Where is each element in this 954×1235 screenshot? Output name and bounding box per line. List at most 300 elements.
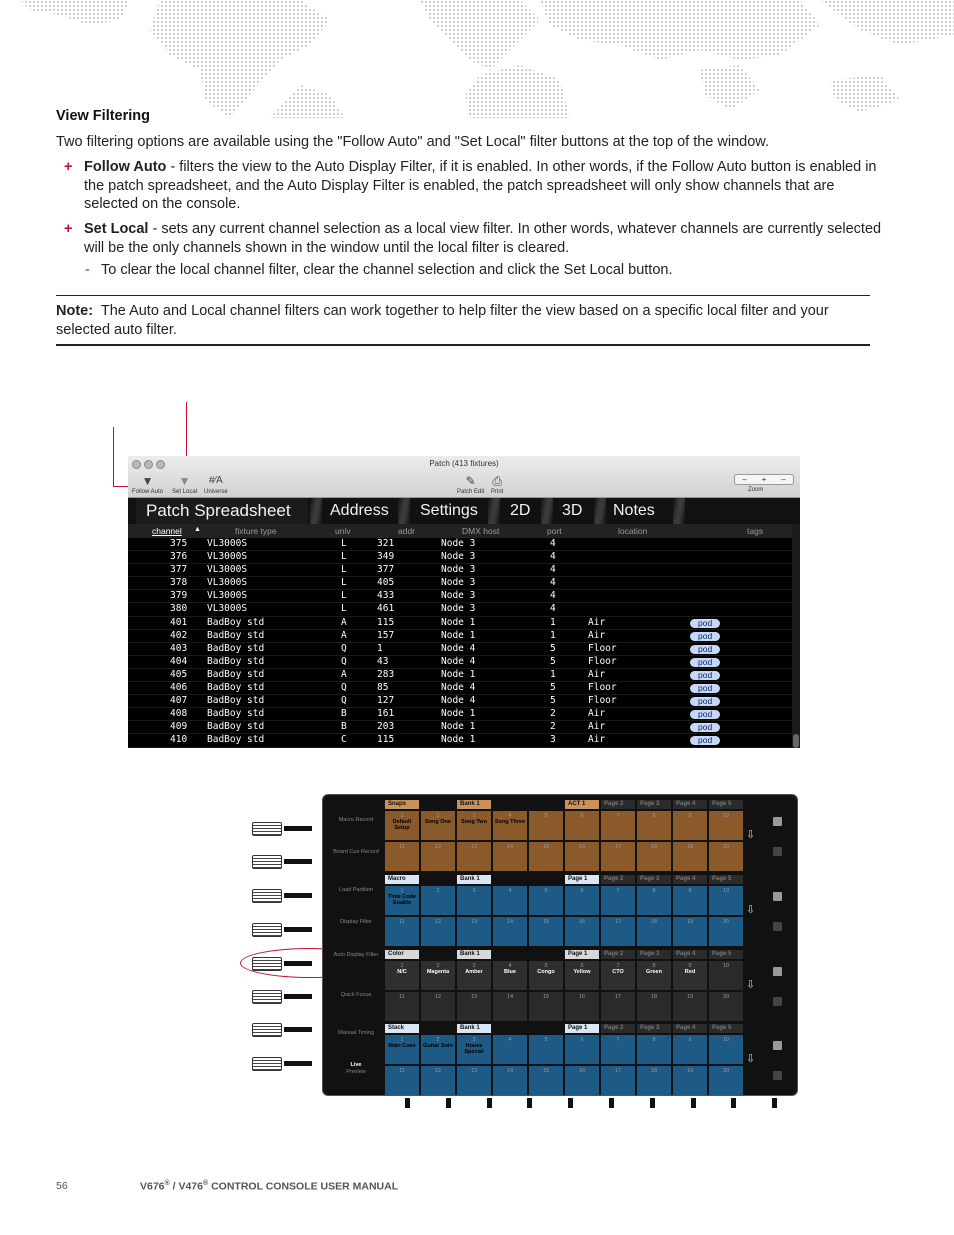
cell-port: 1 (550, 616, 556, 628)
button-number: 4 (508, 888, 512, 894)
playback-button[interactable] (637, 842, 671, 871)
playback-button[interactable] (673, 1066, 707, 1095)
button-number: 20 (722, 919, 730, 925)
playback-button[interactable] (385, 842, 419, 871)
cell-univ: L (341, 603, 347, 615)
button-number: 5 (544, 1037, 548, 1043)
label-live: Live (350, 1062, 362, 1068)
bank-page-header[interactable]: Page 5 (709, 875, 743, 884)
manual-title-rest: CONTROL CONSOLE USER MANUAL (208, 1180, 399, 1193)
subbullet-term: Set Local (563, 262, 625, 278)
button-number: 17 (614, 1068, 622, 1074)
playback-button[interactable] (709, 842, 743, 871)
playback-button[interactable] (709, 811, 743, 840)
playback-button[interactable] (421, 1035, 455, 1064)
playback-button[interactable] (565, 992, 599, 1021)
bank-page-header[interactable]: Page 4 (673, 1024, 707, 1033)
playback-button[interactable] (565, 886, 599, 915)
cell-addr: 157 (377, 629, 395, 641)
cell-channel: 409 (170, 721, 188, 733)
cell-port: 4 (550, 564, 556, 576)
cell-fixture-type: BadBoy std (207, 682, 265, 694)
playback-button[interactable] (709, 992, 743, 1021)
bank-page-header[interactable]: Bank 1 (457, 1024, 491, 1033)
button-label: Main Cues (388, 1043, 416, 1049)
playback-button[interactable] (709, 1035, 743, 1064)
playback-button[interactable] (493, 1035, 527, 1064)
playback-button[interactable] (421, 917, 455, 946)
cell-univ: A (341, 629, 347, 641)
cell-channel: 375 (170, 538, 188, 549)
table-row[interactable] (128, 564, 792, 577)
playback-button[interactable] (529, 917, 563, 946)
printer-icon: ⎙ (492, 474, 502, 488)
button-label: Blue (504, 969, 516, 975)
playback-button[interactable] (457, 842, 491, 871)
playback-button[interactable] (673, 886, 707, 915)
fader-stub[interactable] (568, 1098, 573, 1108)
button-number: 20 (722, 994, 730, 1000)
bank-page-header[interactable]: Page 4 (673, 800, 707, 809)
callout-line-follow-auto (113, 427, 114, 487)
key-connector (284, 893, 312, 898)
set-local-label: Set Local (172, 489, 198, 495)
tab-separator (398, 498, 410, 524)
fader-stub[interactable] (691, 1098, 696, 1108)
button-label: Default Setup (392, 819, 412, 831)
section-side-key[interactable] (773, 817, 782, 826)
table-row[interactable] (128, 682, 792, 695)
bank-page-header[interactable]: Page 1 (565, 875, 599, 884)
button-number: 5 (544, 963, 548, 969)
table-row[interactable] (128, 643, 792, 656)
model-v676: V676 (140, 1180, 165, 1193)
playback-button[interactable] (457, 1035, 491, 1064)
bank-page-header[interactable]: Page 4 (673, 875, 707, 884)
fader-stub[interactable] (772, 1098, 777, 1108)
hardware-key[interactable] (252, 923, 282, 937)
funnel-local-icon: ▼ (178, 474, 191, 488)
button-number: 2 (436, 1037, 440, 1043)
cell-tag: pod (690, 658, 720, 667)
table-row[interactable] (128, 577, 792, 590)
bank-page-header[interactable]: Macro (385, 875, 419, 884)
cell-location: Air (588, 616, 606, 628)
page-down-arrow-icon[interactable]: ⇩ (746, 904, 756, 916)
playback-button[interactable] (673, 992, 707, 1021)
key-connector (284, 927, 312, 932)
cell-location: Floor (588, 642, 617, 654)
bank-page-header[interactable]: Page 4 (673, 950, 707, 959)
table-row[interactable] (128, 656, 792, 669)
playback-button[interactable] (637, 961, 671, 990)
cell-fixture-type: VL3000S (207, 603, 248, 615)
playback-button[interactable] (565, 811, 599, 840)
playback-button[interactable] (529, 992, 563, 1021)
playback-button[interactable] (493, 842, 527, 871)
sort-ascending-icon: ▲ (194, 526, 201, 533)
table-row[interactable] (128, 590, 792, 603)
column-header-addr[interactable]: addr (398, 526, 416, 536)
subbullet-text: button. (624, 262, 673, 278)
cell-addr: 127 (377, 695, 395, 707)
cell-addr: 349 (377, 551, 395, 563)
playback-button[interactable] (601, 1035, 635, 1064)
playback-button[interactable] (493, 1066, 527, 1095)
playback-button[interactable] (421, 1066, 455, 1095)
playback-button[interactable] (565, 917, 599, 946)
fader-stub[interactable] (446, 1098, 451, 1108)
section-side-key[interactable] (773, 967, 782, 976)
fader-stub[interactable] (731, 1098, 736, 1108)
playback-button[interactable] (493, 811, 527, 840)
playback-button[interactable] (529, 961, 563, 990)
bank-page-header[interactable]: Page 2 (601, 800, 635, 809)
key-connector (284, 994, 312, 999)
button-number: 19 (686, 994, 694, 1000)
playback-button[interactable] (385, 811, 419, 840)
cell-channel: 406 (170, 682, 188, 694)
cell-port: 4 (550, 590, 556, 602)
button-number: 16 (578, 844, 586, 850)
page-down-arrow-icon[interactable]: ⇩ (746, 979, 756, 991)
patch-edit-button[interactable] (457, 475, 484, 495)
playback-button[interactable] (493, 886, 527, 915)
playback-button[interactable] (529, 842, 563, 871)
playback-button[interactable] (493, 961, 527, 990)
button-number: 5 (544, 813, 548, 819)
hardware-key[interactable] (252, 855, 282, 869)
button-number: 3 (472, 963, 476, 969)
cell-fixture-type: BadBoy std (207, 734, 265, 746)
playback-button[interactable] (565, 961, 599, 990)
button-number: 19 (686, 919, 694, 925)
note-box (56, 302, 870, 339)
button-label: Time Code Enable (387, 894, 416, 906)
section-side-key[interactable] (773, 892, 782, 901)
playback-button[interactable] (601, 961, 635, 990)
cell-dmx-host: Node 1 (441, 629, 476, 641)
playback-button[interactable] (385, 1035, 419, 1064)
playback-button[interactable] (601, 842, 635, 871)
set-local-button[interactable] (172, 475, 197, 495)
bank-page-header[interactable]: Page 3 (637, 800, 671, 809)
cell-fixture-type: BadBoy std (207, 695, 265, 707)
cell-port: 1 (550, 629, 556, 641)
playback-button[interactable] (637, 811, 671, 840)
playback-button[interactable] (637, 1035, 671, 1064)
button-number: 11 (399, 919, 405, 925)
cell-channel: 405 (170, 668, 188, 680)
cell-fixture-type: BadBoy std (207, 629, 265, 641)
button-number: 20 (722, 844, 730, 850)
button-number: 14 (506, 919, 514, 925)
playback-button[interactable] (385, 917, 419, 946)
playback-button[interactable] (601, 917, 635, 946)
button-number: 4 (508, 963, 512, 969)
fader-stub[interactable] (609, 1098, 614, 1108)
playback-button[interactable] (673, 842, 707, 871)
hardware-key[interactable] (252, 1023, 282, 1037)
playback-button[interactable] (565, 1035, 599, 1064)
cell-tag: pod (690, 632, 720, 641)
playback-button[interactable] (421, 842, 455, 871)
registered-mark: ® (202, 1180, 209, 1187)
bank-page-header[interactable]: Bank 1 (457, 950, 491, 959)
button-number: 8 (652, 963, 656, 969)
bullet-set-local (64, 220, 884, 257)
bank-page-header[interactable]: Bank 1 (457, 875, 491, 884)
button-number: 7 (616, 813, 620, 819)
playback-button[interactable] (709, 886, 743, 915)
playback-button[interactable] (637, 1066, 671, 1095)
playback-button[interactable] (493, 992, 527, 1021)
button-label: Yellow (573, 969, 591, 975)
cell-location: Air (588, 629, 606, 641)
table-row[interactable] (128, 603, 792, 616)
subbullet-clear-filter (85, 261, 881, 279)
button-number: 7 (616, 888, 620, 894)
table-row[interactable] (128, 708, 792, 721)
hardware-key[interactable] (252, 889, 282, 903)
button-label: Red (684, 969, 696, 975)
bank-page-header[interactable]: Color (385, 950, 419, 959)
column-header-location[interactable]: location (618, 526, 648, 536)
key-connector (284, 1061, 312, 1066)
playback-button[interactable] (385, 961, 419, 990)
playback-button[interactable] (457, 1066, 491, 1095)
cell-channel: 377 (170, 564, 188, 576)
intro-paragraph: Two filtering options are available using the "Follow Auto" and "Set Local" filter buttons at the top of the window. (56, 134, 769, 150)
bank-page-header[interactable]: Page 3 (637, 875, 671, 884)
tab-settings[interactable]: Settings (420, 502, 478, 519)
cell-dmx-host: Node 1 (441, 616, 476, 628)
column-header-fixture-type[interactable]: fixture type (235, 526, 277, 536)
section-side-key[interactable] (773, 997, 782, 1006)
fader-stub[interactable] (405, 1098, 410, 1108)
cell-location: Floor (588, 682, 617, 694)
tab-2d[interactable]: 2D (510, 502, 531, 519)
playback-button[interactable] (529, 886, 563, 915)
bullet-text: button is enabled in the patch spreadsheet, and the Auto Display Filter is enabled, the patch spreadsheet will only show channels that are selected on the console. (84, 159, 877, 212)
cell-univ: L (341, 538, 347, 549)
section-side-key[interactable] (773, 847, 782, 856)
playback-button[interactable] (421, 886, 455, 915)
playback-button[interactable] (529, 1035, 563, 1064)
universe-button[interactable] (204, 475, 228, 495)
table-row[interactable] (128, 734, 792, 747)
page-down-arrow-icon[interactable]: ⇩ (746, 829, 756, 841)
label-auto-display-filter: Auto Display Filter (333, 952, 379, 958)
playback-button[interactable] (421, 961, 455, 990)
zoom-out-alt-button[interactable]: – (781, 475, 786, 484)
cell-fixture-type: VL3000S (207, 590, 248, 602)
playback-button[interactable] (673, 961, 707, 990)
playback-button[interactable] (601, 1066, 635, 1095)
cell-tag: pod (690, 697, 720, 706)
table-row[interactable] (128, 551, 792, 564)
hardware-key[interactable] (252, 822, 282, 836)
patch-edit-label: Patch Edit (457, 489, 485, 495)
bank-page-header[interactable]: ACT 1 (565, 800, 599, 809)
bank-page-header[interactable]: Page 2 (601, 1024, 635, 1033)
table-row[interactable] (128, 538, 792, 551)
label-board-cue-record: Board Cue Record (333, 849, 379, 855)
bank-page-header[interactable]: Page 1 (565, 950, 599, 959)
playback-button[interactable] (421, 811, 455, 840)
hardware-key[interactable] (252, 1057, 282, 1071)
button-number: 15 (542, 919, 550, 925)
cell-fixture-type: BadBoy std (207, 668, 265, 680)
playback-button[interactable] (709, 961, 743, 990)
button-number: 18 (650, 994, 658, 1000)
cell-location: Air (588, 721, 606, 733)
table-row[interactable] (128, 617, 792, 630)
cell-port: 2 (550, 708, 556, 720)
bank-page-header[interactable]: Page 5 (709, 950, 743, 959)
cell-channel: 403 (170, 642, 188, 654)
playback-button[interactable] (457, 886, 491, 915)
fader-stub[interactable] (527, 1098, 532, 1108)
tab-notes[interactable]: Notes (613, 502, 655, 519)
follow-auto-label: Follow Auto (132, 489, 164, 495)
fader-stub[interactable] (487, 1098, 492, 1108)
cell-port: 4 (550, 551, 556, 563)
button-label: Song Three (494, 819, 526, 825)
playback-button[interactable] (529, 1066, 563, 1095)
cell-tag: pod (690, 619, 720, 628)
playback-button[interactable] (673, 1035, 707, 1064)
column-header-channel[interactable]: channel (152, 526, 182, 536)
zoom-in-button[interactable]: + (761, 475, 767, 484)
fader-stub[interactable] (650, 1098, 655, 1108)
playback-button[interactable] (385, 886, 419, 915)
table-row[interactable] (128, 695, 792, 708)
bank-page-header[interactable]: Page 2 (601, 950, 635, 959)
playback-button[interactable] (457, 992, 491, 1021)
bullet-text: - sets any current channel selection as a local view filter. In other words, whatever channels are currently selected will be the only channels shown in the window until the local filter is cleared. (84, 221, 882, 256)
vertical-scrollbar[interactable] (792, 524, 800, 748)
table-row[interactable] (128, 721, 792, 734)
cell-fixture-type: VL3000S (207, 577, 248, 589)
cell-location: Air (588, 734, 606, 746)
button-number: 9 (688, 963, 692, 969)
cell-tag: pod (690, 736, 720, 745)
button-number: 11 (399, 994, 405, 1000)
section-side-key[interactable] (773, 922, 782, 931)
bank-page-header[interactable]: Page 3 (637, 1024, 671, 1033)
bank-page-header[interactable]: Stack (385, 1024, 419, 1033)
tab-3d[interactable]: 3D (562, 502, 583, 519)
page-down-arrow-icon[interactable]: ⇩ (746, 1053, 756, 1065)
playback-button[interactable] (637, 917, 671, 946)
cell-port: 4 (550, 577, 556, 589)
label-preview: Preview (346, 1069, 366, 1075)
playback-button[interactable] (421, 992, 455, 1021)
cell-channel: 408 (170, 708, 188, 720)
button-number: 1 (400, 888, 404, 894)
column-header-dmx-host[interactable]: DMX host (462, 526, 500, 536)
playback-button[interactable] (385, 992, 419, 1021)
button-label: Green (646, 969, 662, 975)
button-label: Song One (425, 819, 451, 825)
button-number: 13 (470, 994, 478, 1000)
tab-separator (488, 498, 500, 524)
playback-button[interactable] (709, 917, 743, 946)
table-row[interactable] (128, 669, 792, 682)
tab-address[interactable]: Address (330, 502, 389, 519)
cell-fixture-type: BadBoy std (207, 721, 265, 733)
universe-icon: #⁄A (208, 475, 223, 486)
playback-button[interactable] (385, 1066, 419, 1095)
scrollbar-thumb[interactable] (793, 734, 799, 748)
bank-page-header[interactable]: Bank 1 (457, 800, 491, 809)
cell-addr: 461 (377, 603, 395, 615)
bank-page-header[interactable]: Snaps (385, 800, 419, 809)
note-top-rule (56, 295, 870, 296)
bank-page-header[interactable]: Page 5 (709, 800, 743, 809)
tab-patch-spreadsheet[interactable]: Patch Spreadsheet (136, 498, 308, 524)
button-number: 18 (650, 919, 658, 925)
button-number: 16 (578, 994, 586, 1000)
playback-button[interactable] (673, 811, 707, 840)
playback-button[interactable] (457, 917, 491, 946)
follow-auto-button[interactable] (132, 475, 163, 495)
playback-button[interactable] (565, 842, 599, 871)
section-side-key[interactable] (773, 1071, 782, 1080)
playback-button[interactable] (565, 1066, 599, 1095)
button-number: 6 (580, 963, 584, 969)
playback-button[interactable] (673, 917, 707, 946)
cell-dmx-host: Node 3 (441, 538, 476, 549)
column-header-univ[interactable]: univ (335, 526, 351, 536)
cell-univ: A (341, 616, 347, 628)
cell-dmx-host: Node 4 (441, 682, 476, 694)
playback-button[interactable] (637, 992, 671, 1021)
playback-button[interactable] (637, 886, 671, 915)
column-header-tags[interactable]: tags (747, 526, 764, 536)
section-side-key[interactable] (773, 1041, 782, 1050)
playback-button[interactable] (601, 886, 635, 915)
hardware-key[interactable] (252, 990, 282, 1004)
playback-button[interactable] (709, 1066, 743, 1095)
button-number: 8 (652, 813, 656, 819)
table-row[interactable] (128, 630, 792, 643)
playback-button[interactable] (601, 811, 635, 840)
zoom-out-button[interactable]: – (742, 475, 747, 484)
button-number: 4 (508, 1037, 512, 1043)
bank-page-header[interactable]: Page 3 (637, 950, 671, 959)
button-number: 3 (472, 888, 476, 894)
label-manual-timing: Manual Timing (338, 1030, 374, 1036)
note-text: The Auto and Local channel filters can work together to help filter the view based on a specific local filter and your selected auto filter. (56, 303, 829, 338)
playback-button[interactable] (457, 811, 491, 840)
playback-button[interactable] (529, 811, 563, 840)
playback-button[interactable] (493, 917, 527, 946)
playback-button[interactable] (601, 992, 635, 1021)
section-title: View Filtering (56, 108, 151, 124)
playback-button[interactable] (457, 961, 491, 990)
button-label: Guitar Solo (423, 1043, 453, 1049)
print-button[interactable] (491, 475, 503, 495)
bank-page-header[interactable]: Page 2 (601, 875, 635, 884)
bank-page-header[interactable]: Page 1 (565, 1024, 599, 1033)
button-number: 17 (614, 919, 622, 925)
column-header-port[interactable]: port (547, 526, 562, 536)
bank-page-header[interactable]: Page 5 (709, 1024, 743, 1033)
cell-addr: 321 (377, 538, 395, 549)
cell-univ: C (341, 734, 347, 746)
